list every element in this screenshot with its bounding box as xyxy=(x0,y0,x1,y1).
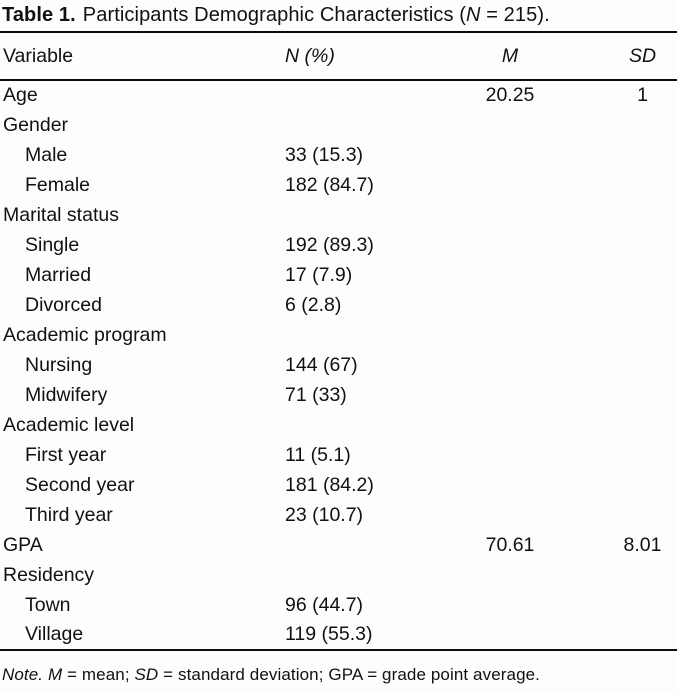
cell-sd xyxy=(580,110,677,140)
cell-n-percent xyxy=(283,410,440,440)
row-label: Male xyxy=(25,143,68,166)
header-mean: M xyxy=(501,44,519,67)
table-header xyxy=(0,32,677,80)
cell-mean xyxy=(440,380,580,410)
cell-mean xyxy=(440,290,580,320)
row-label: Residency xyxy=(3,563,95,586)
cell-sd xyxy=(580,500,677,530)
cell-n-percent xyxy=(283,200,440,230)
cell-n-percent: 71 (33) xyxy=(285,383,347,406)
header-row xyxy=(0,32,677,80)
table-row xyxy=(0,140,677,170)
table-row xyxy=(0,110,677,140)
row-label: Marital status xyxy=(3,203,119,226)
table-row xyxy=(0,80,677,110)
cell-n-percent xyxy=(283,560,440,590)
row-label: Gender xyxy=(3,113,69,136)
row-label: Second year xyxy=(25,473,135,496)
cell-mean xyxy=(440,320,580,350)
row-label: Third year xyxy=(25,503,113,526)
cell-sd xyxy=(580,590,677,620)
sample-size-symbol: N xyxy=(466,4,481,26)
row-label: GPA xyxy=(3,533,43,556)
cell-sd xyxy=(580,560,677,590)
cell-sd: 1 xyxy=(637,84,648,106)
cell-n-percent: 11 (5.1) xyxy=(285,443,351,466)
cell-n-percent xyxy=(283,320,440,350)
row-label: Academic program xyxy=(3,323,167,346)
table-row xyxy=(0,560,677,590)
cell-sd xyxy=(580,320,677,350)
demographics-table xyxy=(0,31,677,651)
table-row xyxy=(0,230,677,260)
header-n-percent: N (%) xyxy=(285,44,335,67)
table-row xyxy=(0,410,677,440)
cell-n-percent: 119 (55.3) xyxy=(285,623,373,645)
table-row xyxy=(0,260,677,290)
cell-mean xyxy=(440,500,580,530)
cell-sd xyxy=(580,470,677,500)
table-title-tail: = 215). xyxy=(480,4,550,26)
row-label: Divorced xyxy=(25,293,102,316)
table-row xyxy=(0,470,677,500)
table-row xyxy=(0,440,677,470)
table-row xyxy=(0,590,677,620)
table-row xyxy=(0,500,677,530)
cell-mean xyxy=(440,410,580,440)
cell-sd: 8.01 xyxy=(623,533,662,556)
cell-sd xyxy=(580,260,677,290)
cell-mean xyxy=(440,620,580,650)
cell-mean xyxy=(440,140,580,170)
table-number-label: Table 1. xyxy=(2,4,76,26)
table-note xyxy=(0,651,677,686)
table-row xyxy=(0,290,677,320)
cell-mean xyxy=(440,470,580,500)
cell-n-percent xyxy=(283,530,440,560)
row-label: First year xyxy=(25,443,107,466)
row-label: Academic level xyxy=(3,413,135,436)
cell-n-percent xyxy=(283,110,440,140)
cell-sd xyxy=(580,140,677,170)
row-label: Village xyxy=(25,623,84,645)
table-row xyxy=(0,620,677,650)
cell-n-percent: 17 (7.9) xyxy=(285,263,353,286)
table-row xyxy=(0,350,677,380)
cell-n-percent: 6 (2.8) xyxy=(285,293,342,316)
note-m-definition: = mean; xyxy=(62,665,135,684)
row-label: Nursing xyxy=(25,353,93,376)
cell-mean: 70.61 xyxy=(485,533,535,556)
cell-n-percent: 144 (67) xyxy=(285,353,358,376)
header-sd: SD xyxy=(628,44,657,67)
cell-mean xyxy=(440,230,580,260)
cell-n-percent xyxy=(283,80,440,110)
row-label: Married xyxy=(25,263,92,286)
cell-sd xyxy=(580,380,677,410)
cell-mean xyxy=(440,440,580,470)
cell-sd xyxy=(580,170,677,200)
cell-mean xyxy=(440,110,580,140)
cell-n-percent: 192 (89.3) xyxy=(285,233,374,256)
cell-n-percent: 182 (84.7) xyxy=(285,173,374,196)
table-row xyxy=(0,380,677,410)
note-label: Note. xyxy=(2,665,44,684)
cell-mean xyxy=(440,260,580,290)
cell-n-percent: 181 (84.2) xyxy=(285,473,374,496)
cell-mean: 20.25 xyxy=(485,84,535,106)
cell-mean xyxy=(440,350,580,380)
table-title-text: Participants Demographic Characteristics ( xyxy=(82,4,467,26)
table-title xyxy=(0,0,677,31)
table-row xyxy=(0,200,677,230)
row-label: Female xyxy=(25,173,91,196)
cell-sd xyxy=(580,350,677,380)
header-variable: Variable xyxy=(3,44,74,67)
cell-mean xyxy=(440,200,580,230)
cell-sd xyxy=(580,230,677,260)
note-sd-symbol: SD xyxy=(134,665,159,684)
cell-mean xyxy=(440,560,580,590)
cell-mean xyxy=(440,590,580,620)
cell-n-percent: 33 (15.3) xyxy=(285,143,364,166)
cell-n-percent: 96 (44.7) xyxy=(285,593,364,616)
cell-mean xyxy=(440,170,580,200)
table-row xyxy=(0,530,677,560)
table-row xyxy=(0,320,677,350)
note-gpa-definition: GPA = grade point average. xyxy=(328,665,540,684)
row-label: Town xyxy=(25,593,71,616)
row-label: Single xyxy=(25,233,80,256)
table-body xyxy=(0,80,677,650)
cell-sd xyxy=(580,440,677,470)
table-row xyxy=(0,170,677,200)
cell-n-percent: 23 (10.7) xyxy=(285,503,364,526)
cell-sd xyxy=(580,620,677,650)
cell-sd xyxy=(580,200,677,230)
note-sd-definition: = standard deviation; xyxy=(158,665,329,684)
row-label: Midwifery xyxy=(25,383,108,406)
cell-sd xyxy=(580,290,677,320)
cell-sd xyxy=(580,410,677,440)
note-m-symbol: M xyxy=(47,665,63,684)
row-label: Age xyxy=(3,84,38,106)
